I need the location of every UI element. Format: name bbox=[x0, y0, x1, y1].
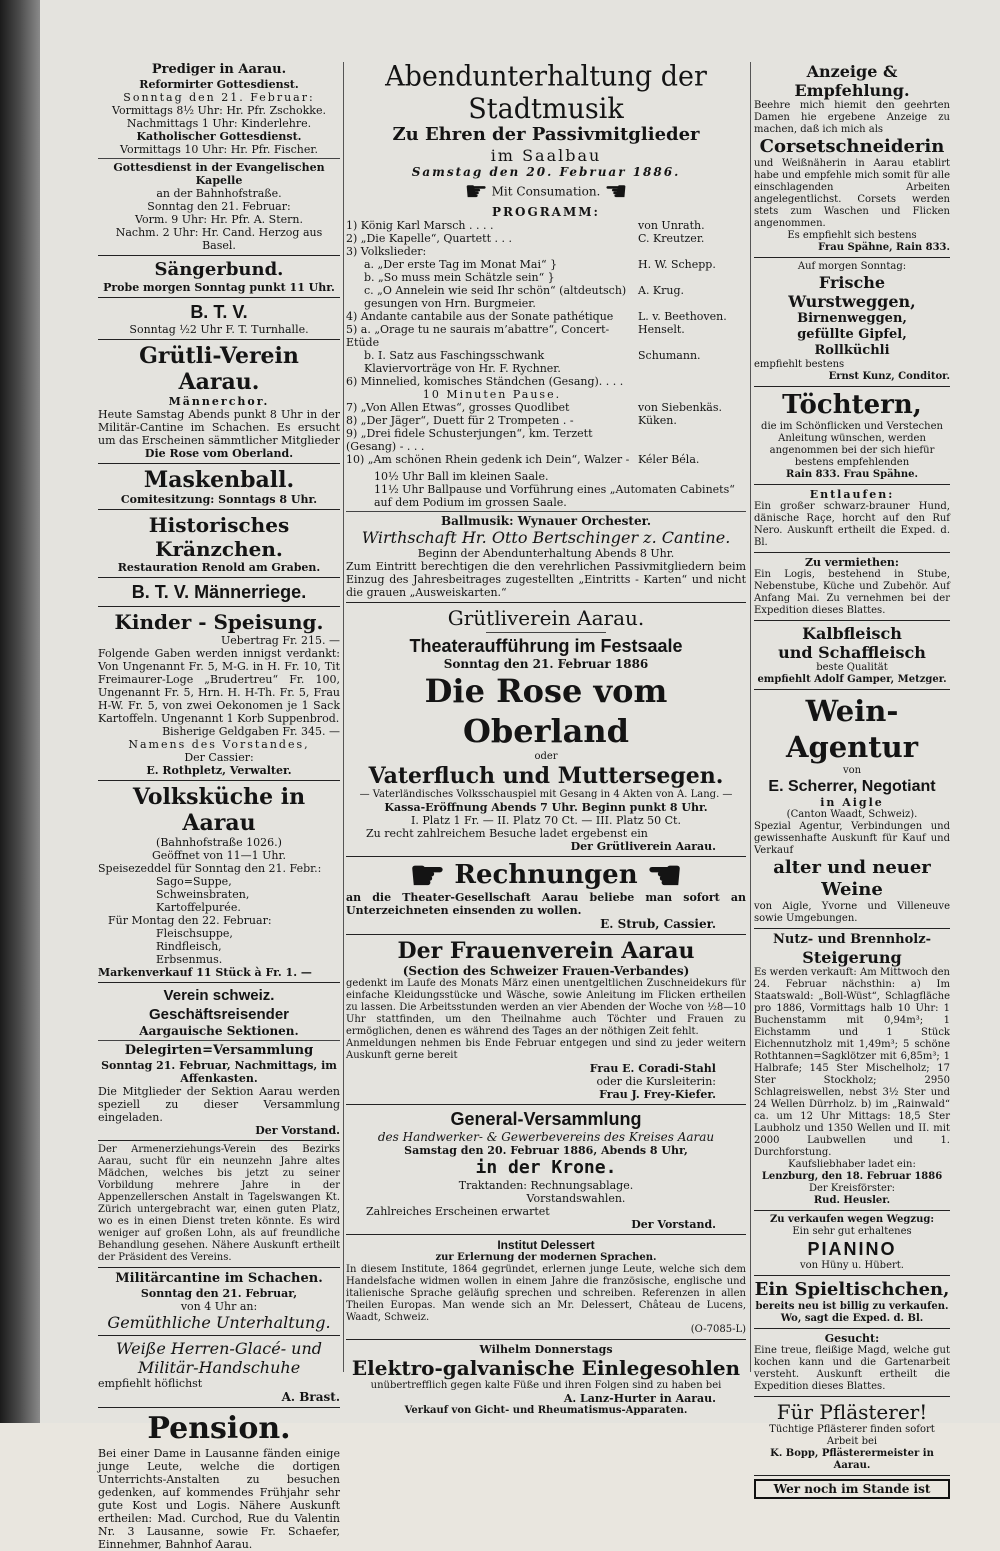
pointing-hand-right-icon: ☛ bbox=[464, 177, 488, 207]
prediger-line: Sonntag den 21. Februar: bbox=[123, 91, 315, 104]
program-author bbox=[638, 375, 746, 388]
kassa-line: Kassa-Eröffnung Abends 7 Uhr. Beginn punkt 8 Uhr. bbox=[384, 801, 708, 814]
elektro-sub: Wilhelm Donnerstags bbox=[479, 1343, 613, 1356]
menu-item: Kartoffelpurée. bbox=[156, 901, 241, 914]
kinderspeisung-line: Bisherige Geldgaben Fr. 345. — bbox=[162, 725, 340, 738]
pflaesterer-sign: K. Bopp, Pflästerermeister in Aarau. bbox=[770, 1448, 934, 1471]
wein-name: E. Scherrer, Negotiant bbox=[768, 778, 936, 795]
program-title: PROGRAMM: bbox=[492, 205, 600, 219]
geschaeftsreisende-title: Verein schweiz. Geschäftsreisender bbox=[148, 987, 290, 1023]
gruetli-sub: Männerchor. bbox=[168, 395, 270, 408]
program-author: C. Kreutzer. bbox=[638, 232, 705, 245]
frauenverein-sign: oder die Kursleiterin: bbox=[596, 1075, 716, 1088]
program-row bbox=[346, 427, 746, 453]
generalversammlung-sign: Der Vorstand. bbox=[631, 1218, 716, 1231]
gruetli-sign: Die Rose vom Oberland. bbox=[144, 447, 294, 460]
program-title: 1) König Karl Marsch . . . . bbox=[346, 219, 494, 232]
play-desc: — Vaterländisches Volksschauspiel mit Gesang in 4 Akten von A. Lang. — bbox=[359, 789, 733, 800]
prediger-title: Prediger in Aarau. bbox=[151, 62, 287, 77]
theater-date: Sonntag den 21. Februar 1886 bbox=[443, 657, 649, 671]
handschuhe-title: Militär-Handschuhe bbox=[137, 1358, 301, 1377]
frauenverein-text2: Anmeldungen nehmen bis Ende Februar entgegen und sind zu jeder weitern Auskunft gerne bereit bbox=[346, 1038, 746, 1061]
pianino-title: PIANINO bbox=[807, 1239, 897, 1259]
wein-title: Wein-Agentur bbox=[785, 694, 919, 764]
generalversammlung-place: in der Krone. bbox=[475, 1157, 617, 1178]
volkskueche-line: Geöffnet von 11—1 Uhr. bbox=[151, 849, 287, 862]
stadtmusik-sub: Zu Ehren der Passivmitglieder bbox=[392, 124, 700, 145]
pianino-line: von Hüny u. Hübert. bbox=[800, 1260, 904, 1271]
stadtmusik-title: Abendunterhaltung der Stadtmusik bbox=[385, 60, 707, 126]
middle-column bbox=[346, 62, 746, 1417]
program-row bbox=[346, 323, 746, 349]
program-row bbox=[346, 258, 746, 271]
wurst-sign: Ernst Kunz, Conditor. bbox=[828, 371, 950, 382]
rechnungen-label: Rechnungen bbox=[454, 860, 638, 890]
rechnungen-sign: E. Strub, Cassier. bbox=[600, 917, 716, 931]
program-row bbox=[346, 297, 746, 310]
pointing-hand-left-icon: ☚ bbox=[646, 852, 683, 899]
program-row bbox=[346, 375, 746, 388]
pointing-hand-right-icon: ☛ bbox=[409, 852, 446, 899]
eintritt-text: Zum Eintritt berechtigen die den verehrlichen Passivmitgliedern beim Einzug des Jahresbeitrages zugestellten „Eintritts - Karten“ und nicht die grauen „Ausweiskarten.“ bbox=[346, 560, 746, 599]
prediger-line: Vormittags 10 Uhr: Hr. Pfr. Fischer. bbox=[120, 143, 318, 156]
handschuhe-line: empfiehlt höflichst bbox=[98, 1377, 203, 1390]
program-title: b. I. Satz aus Faschingsschwank bbox=[364, 349, 545, 362]
institut-text: In diesem Institute, 1864 gegründet, erlernen junge Leute, welche sich dem Handelsfache widmen wollen in einem Jahre die französische, englische und italienische Sprache geläufig sprechen und schreiben. Referenzen in allen Theilen Europas. Man wende sich an Mr. Delessert, Château de Lucens, Waadt, Schweiz. bbox=[346, 1264, 746, 1323]
program-author: Schumann. bbox=[638, 349, 701, 362]
generalversammlung-line: Zahlreiches Erscheinen erwartet bbox=[366, 1205, 550, 1218]
pointing-hand-left-icon: ☚ bbox=[604, 177, 628, 207]
vermiethen-text: Ein Logis, bestehend in Stube, Nebenstube, Küche und Zubehör. Auf Anfang Mai. Zu vernehmen bei der Expedition dieses Blattes. bbox=[754, 569, 950, 616]
prediger-line: Reformirter Gottesdienst. bbox=[139, 78, 299, 91]
kinderspeisung-sign: E. Rothpletz, Verwalter. bbox=[146, 764, 292, 777]
gruetliverein-title: Grütliverein Aarau. bbox=[447, 606, 645, 630]
holz-line: Der Kreisförster: bbox=[808, 1183, 896, 1194]
program-author bbox=[638, 388, 746, 401]
bottom-title: Wer noch im Stande ist bbox=[754, 1479, 950, 1499]
frauenverein-sign: Frau J. Frey-Kiefer. bbox=[599, 1088, 716, 1101]
wurst-item: Birnenweggen, bbox=[797, 311, 907, 326]
ball-line: 11½ Uhr Ballpause und Vorführung eines „Automaten Cabinets“ auf dem Podium im grossen Saale. bbox=[374, 483, 735, 509]
invite-line: Zu recht zahlreichem Besuche ladet ergebenst ein bbox=[366, 827, 648, 840]
kalbfleisch-line: empfiehlt Adolf Gamper, Metzger. bbox=[757, 674, 947, 685]
frauenverein-title: Der Frauenverein Aarau bbox=[397, 938, 695, 964]
stadtmusik-consum bbox=[346, 179, 746, 205]
gruetli-text: Heute Samstag Abends punkt 8 Uhr in der Militär-Cantine im Schachen. Es ersucht um das Erscheinen sämmtlicher Mitglieder bbox=[98, 408, 340, 447]
kinderspeisung-line: Uebertrag Fr. 215. — bbox=[220, 634, 340, 647]
wurst-item: gefüllte Gipfel, bbox=[797, 327, 907, 342]
book-binding bbox=[0, 0, 40, 1423]
militaercantine-line: von 4 Uhr an: bbox=[180, 1300, 258, 1313]
volkskueche-title: Volksküche in Aarau bbox=[132, 784, 306, 836]
pianino-line: Ein sehr gut erhaltenes bbox=[792, 1226, 912, 1237]
program-author bbox=[638, 271, 746, 284]
theater-title: Theateraufführung im Festsaale bbox=[409, 636, 683, 656]
program-row bbox=[346, 401, 746, 414]
program-author: Küken. bbox=[638, 414, 677, 427]
wurst-line: Auf morgen Sonntag: bbox=[797, 261, 907, 272]
prediger-line: Vormittags 8½ Uhr: Hr. Pfr. Zschokke. bbox=[112, 104, 326, 117]
program-author bbox=[638, 427, 746, 453]
program-row bbox=[346, 414, 746, 427]
maskenball-text: Comitesitzung: Sonntags 8 Uhr. bbox=[120, 493, 318, 506]
handschuhe-title: Weiße Herren-Glacé- und bbox=[115, 1339, 323, 1358]
generalversammlung-line: Traktanden: Rechnungsablage. bbox=[458, 1179, 634, 1192]
wurst-item: Rollküchli bbox=[814, 343, 890, 358]
militaercantine-line: Sonntag den 21. Februar, bbox=[140, 1287, 298, 1300]
frauenverein-sign: Frau E. Coradi-Stahl bbox=[589, 1062, 716, 1075]
wurst-item: Frische Wurstweggen, bbox=[788, 273, 916, 311]
volkskueche-line: Markenverkauf 11 Stück à Fr. 1. — bbox=[98, 966, 312, 979]
prediger-line: an der Bahnhofstraße. bbox=[156, 187, 282, 200]
program-title: 8) „Der Jäger“, Duett für 2 Trompeten . - bbox=[346, 414, 574, 427]
delegirten-title: Delegirten=Versammlung bbox=[124, 1043, 314, 1058]
saengerbund-text: Probe morgen Sonntag punkt 11 Uhr. bbox=[103, 281, 335, 294]
pflaesterer-title: Für Pflästerer! bbox=[776, 1400, 928, 1424]
wein-text2: von Aigle, Yvorne und Villeneuve sowie Umgebungen. bbox=[754, 901, 950, 924]
ball-line: 10½ Uhr Ball im kleinen Saale. bbox=[374, 470, 549, 483]
kalbfleisch-title: und Schaffleisch bbox=[778, 643, 926, 662]
program-author bbox=[638, 245, 746, 258]
generalversammlung-line: Vorstandswahlen. bbox=[526, 1192, 626, 1205]
elektro-sign: A. Lanz-Hurter in Aarau. bbox=[563, 1392, 716, 1405]
pflaesterer-text: Tüchtige Pflästerer finden sofort Arbeit bei bbox=[769, 1424, 935, 1447]
pension-text: Bei einer Dame in Lausanne fänden einige junge Leute, welche die dortigen Unterrichts-Anstalten zu besuchen gedenken, auf kommendes Frühjahr sehr gute Kost und Logis. Nähere Auskunft ertheilen: Mad. Curchod, Rue du Valentin Nr. 3 Lausanne, sowie Fr. Schaefer, Einnehmer, Bahnhof Aarau. bbox=[98, 1447, 340, 1551]
anzeige-text: Beehre mich hiemit den geehrten Damen hie ergebene Anzeige zu machen, daß ich mich als bbox=[754, 100, 950, 135]
program-author: von Siebenkäs. bbox=[638, 401, 722, 414]
institut-title: Institut Delessert bbox=[497, 1238, 595, 1252]
generalversammlung-date: Samstag den 20. Februar 1886, Abends 8 Uhr, bbox=[404, 1144, 688, 1157]
anzeige-text2: und Weißnäherin in Aarau etablirt habe und empfehle mich somit für alle einschlagenden Arbeiten angelegentlichst. Corsets werden stets zum Waschen und Flicken angenommen. bbox=[754, 158, 950, 229]
menu-item: Fleischsuppe, bbox=[156, 927, 233, 940]
program-title: gesungen von Hrn. Burgmeier. bbox=[364, 297, 536, 310]
generalversammlung-sub: des Handwerker- & Gewerbevereins des Kreises Aarau bbox=[377, 1130, 715, 1144]
elektro-title: Elektro-galvanische Einlegesohlen bbox=[351, 1356, 741, 1380]
volkskueche-line: (Bahnhofstraße 1026.) bbox=[156, 836, 282, 849]
rechnungen-title bbox=[346, 852, 746, 899]
militaercantine-line: Gemüthliche Unterhaltung. bbox=[107, 1313, 331, 1332]
stadtmusik-date: Samstag den 20. Februar 1886. bbox=[411, 165, 681, 179]
program-row bbox=[346, 219, 746, 232]
program-row bbox=[346, 271, 746, 284]
column-rule-left bbox=[343, 62, 344, 1372]
prediger-line: Vorm. 9 Uhr: Hr. Pfr. A. Stern. bbox=[135, 213, 303, 226]
right-column bbox=[754, 62, 950, 1499]
pianino-line: Zu verkaufen wegen Wegzug: bbox=[769, 1214, 935, 1225]
program-title: 9) „Drei fidele Schusterjungen“, km. Terzett (Gesang) - . . . bbox=[346, 427, 593, 453]
anzeige-sign: Frau Spähne, Rain 833. bbox=[818, 242, 950, 253]
program-list bbox=[346, 219, 746, 466]
maennerriege-title: B. T. V. Männerriege. bbox=[131, 582, 307, 602]
program-row bbox=[346, 388, 746, 401]
wein-big: alter und neuer Weine bbox=[773, 857, 931, 900]
begin-line: Beginn der Abendunterhaltung Abends 8 Uhr. bbox=[417, 547, 675, 560]
program-title: 5) a. „Orage tu ne saurais m’abattre“, Concert-Etüde bbox=[346, 323, 610, 349]
vermiethen-title: Zu vermiethen: bbox=[805, 556, 899, 569]
prediger-line: Sonntag den 21. Februar: bbox=[147, 200, 291, 213]
kinderspeisung-title: Kinder - Speisung. bbox=[114, 610, 324, 634]
pension-title: Pension. bbox=[147, 1411, 291, 1446]
program-title: a. „Der erste Tag im Monat Mai“ } bbox=[364, 258, 558, 271]
kinderspeisung-text: Folgende Gaben werden innigst verdankt: Von Ungenannt Fr. 5, M-G. in H. Fr. 10, Tit Freimaurer-Loge „Brudertreu“ Fr. 100, Ungenannt Fr. 5, Hrn. H. H-Th. Fr. 5, Frau H-W. Fr. 5, von zwei Oekonomen je 1 Sack Kartoffeln. Ungenannt 1 Korb Suppenbrod. bbox=[98, 647, 340, 725]
btv-text: Sonntag ½2 Uhr F. T. Turnhalle. bbox=[129, 323, 309, 336]
geschaeftsreisende-sub: Aargauische Sektionen. bbox=[139, 1024, 299, 1038]
kraenzchen-text: Restauration Renold am Graben. bbox=[117, 561, 321, 574]
program-title: 6) Minnelied, komisches Ständchen (Gesang). . . . bbox=[346, 375, 624, 388]
program-row bbox=[346, 232, 746, 245]
program-title: c. „O Annelein wie seid Ihr schön“ (altdeutsch) bbox=[364, 284, 627, 297]
ballmusik: Ballmusik: Wynauer Orchester. bbox=[440, 514, 651, 528]
kalbfleisch-line: beste Qualität bbox=[816, 662, 888, 673]
spieltischchen-title: Ein Spieltischchen, bbox=[754, 1279, 950, 1300]
wirthschaft: Wirthschaft Hr. Otto Bertschinger z. Cantine. bbox=[361, 528, 731, 547]
holz-title: Steigerung bbox=[802, 948, 902, 967]
elektro-line: Verkauf von Gicht- und Rheumatismus-Apparaten. bbox=[404, 1405, 688, 1416]
menu-item: Sago=Suppe, bbox=[156, 875, 232, 888]
holz-text: Es werden verkauft: Am Mittwoch den 24. Februar nächsthin: a) Im Staatswald: „Boll-Wüst“, Schlagfläche pro 1886, Vormittags halb 10 Uhr: 1 Buchenstamm mit 0,94m³; 1 Eichstamm und 1 Stück Eichennutzholz mit 1,49m³; 5 schöne Rothtannen=Sagklötzer mit 6,85m³; 1 Halbrafe; 145 Ster Mischelholz; 17 Ster Stockholz; 2950 Schlagreiswellen, nebst 3½ Ster und 24 Wellen Dürrholz. b) im „Rainwald“ ca. um 12 Uhr Mittags: 18,5 Ster Laubholz und 1350 Wellen und II. mit 2000 Laubwellen und 1. Durchforstung. bbox=[754, 967, 950, 1158]
frauenverein-text: gedenkt im Laufe des Monats März einen unentgeltlichen Zuschneidekurs für einfache Kleidungsstücke und Wäsche, sowie Anleitung im Flicken ertheilen zu lassen. Die Arbeitsstunden werden an vier Abenden der Woche von ½8—10 Uhr stattfinden, um den Theilnahme auch Töchter und Frauen zu ermöglichen, denen es während des Tages an der nöthigen Zeit fehlt. bbox=[346, 978, 746, 1037]
play-title2: Vaterfluch und Muttersegen. bbox=[368, 763, 724, 789]
kalbfleisch-title: Kalbfleisch bbox=[802, 624, 902, 643]
program-author: Henselt. bbox=[638, 323, 685, 336]
prediger-line: Nachmittags 1 Uhr: Kinderlehre. bbox=[126, 117, 312, 130]
play-oder: oder bbox=[534, 751, 558, 762]
program-title: Klaviervorträge von Hr. F. Rychner. bbox=[364, 362, 561, 375]
militaercantine-title: Militärcantine im Schachen. bbox=[115, 1271, 323, 1286]
program-author: Kéler Béla. bbox=[638, 453, 700, 466]
program-title: 2) „Die Kapelle“, Quartett . . . bbox=[346, 232, 512, 245]
handschuhe-sign: A. Brast. bbox=[281, 1390, 340, 1404]
program-author bbox=[638, 297, 746, 310]
anzeige-line: Es empfiehlt sich bestens bbox=[787, 230, 917, 241]
toechtern-title: Töchtern, bbox=[782, 390, 922, 420]
kinderspeisung-line: Namens des Vorstandes, bbox=[128, 738, 310, 751]
program-row bbox=[346, 245, 746, 258]
corset-title: Corsetschneiderin bbox=[759, 136, 945, 157]
anzeige-title: Anzeige & Empfehlung. bbox=[794, 62, 910, 100]
program-title: 10 Minuten Pause. bbox=[422, 388, 562, 401]
wein-place: in Aigle bbox=[820, 796, 884, 809]
kinderspeisung-line: Der Cassier: bbox=[184, 751, 254, 764]
prediger-line: Nachm. 2 Uhr: Hr. Cand. Herzog aus Basel. bbox=[115, 226, 323, 252]
spieltischchen-text: bereits neu ist billig zu verkaufen. Wo, sagt die Exped. d. Bl. bbox=[755, 1301, 949, 1324]
column-rule-right bbox=[750, 62, 751, 1372]
saengerbund-title: Sängerbund. bbox=[154, 259, 284, 280]
program-author: A. Krug. bbox=[638, 284, 685, 297]
program-author: von Unrath. bbox=[638, 219, 705, 232]
volkskueche-line: Für Montag den 22. Februar: bbox=[108, 914, 272, 927]
program-row bbox=[346, 453, 746, 466]
program-title: 10) „Am schönen Rhein gedenk ich Dein“, Walzer - bbox=[346, 453, 630, 466]
left-column bbox=[98, 62, 340, 1551]
program-title: 3) Volkslieder: bbox=[346, 245, 427, 258]
rechnungen-text: an die Theater-Gesellschaft Aarau beliebe man sofort an Unterzeichneten einsenden zu wollen. bbox=[346, 891, 746, 917]
gesucht-title: Gesucht: bbox=[824, 1332, 880, 1345]
menu-item: Schweinsbraten, bbox=[156, 888, 250, 901]
wein-canton: (Canton Waadt, Schweiz). bbox=[786, 809, 918, 820]
elektro-text: unübertrefflich gegen kalte Füße und ihren Folgen sind zu haben bei bbox=[370, 1380, 722, 1391]
holz-sign: Rud. Heusler. bbox=[813, 1195, 891, 1206]
kraenzchen-title: Historisches Kränzchen. bbox=[148, 513, 290, 561]
plaetze-line: I. Platz 1 Fr. — II. Platz 70 Ct. — III. Platz 50 Ct. bbox=[411, 814, 681, 827]
wurst-line: empfiehlt bestens bbox=[754, 359, 845, 370]
holz-line: Lenzburg, den 18. Februar 1886 bbox=[761, 1171, 943, 1182]
play-title: Die Rose vom Oberland bbox=[424, 672, 668, 750]
delegirten-text: Sonntag 21. Februar, Nachmittags, im Affenkasten. bbox=[101, 1059, 337, 1085]
gesucht-text: Eine treue, fleißige Magd, welche gut kochen kann und die Gartenarbeit versteht. Auskunft ertheilt die Expedition dieses Blattes. bbox=[754, 1345, 950, 1392]
generalversammlung-title: General-Versammlung bbox=[450, 1109, 642, 1129]
consum-label: Mit Consumation. bbox=[491, 184, 601, 199]
prediger-line: Gottesdienst in der Evangelischen Kapelle bbox=[113, 161, 325, 187]
program-row bbox=[346, 349, 746, 362]
delegirten-sign: Der Vorstand. bbox=[255, 1124, 340, 1137]
wein-von: von bbox=[842, 765, 862, 776]
program-author: L. v. Beethoven. bbox=[638, 310, 727, 323]
holz-line: Kaufsliebhaber ladet ein: bbox=[788, 1159, 916, 1170]
institut-sub: zur Erlernung der modernen Sprachen. bbox=[435, 1252, 657, 1263]
menu-item: Rindfleisch, bbox=[156, 940, 222, 953]
toechtern-sign: Rain 833. Frau Spähne. bbox=[786, 469, 918, 480]
institut-code: (O-7085-L) bbox=[690, 1324, 746, 1335]
holz-title: Nutz- und Brennholz- bbox=[772, 932, 931, 947]
prediger-line: Katholischer Gottesdienst. bbox=[136, 130, 302, 143]
toechtern-text: die im Schönflicken und Verstechen Anleitung wünschen, werden angenommen bei der sich hiefür bestens empfehlenden bbox=[761, 421, 943, 468]
program-title: b. „So muss mein Schätzle sein“ } bbox=[364, 271, 555, 284]
program-author: H. W. Schepp. bbox=[638, 258, 716, 271]
menu-item: Erbsenmus. bbox=[156, 953, 223, 966]
volkskueche-line: Speisezeddel für Sonntag den 21. Febr.: bbox=[98, 862, 322, 875]
gruetli-title: Grütli-Verein Aarau. bbox=[139, 343, 299, 395]
delegirten-text2: Die Mitglieder der Sektion Aarau werden speziell zu dieser Versammlung eingeladen. bbox=[98, 1085, 340, 1124]
armenverein-text: Der Armenerziehungs-Verein des Bezirks Aarau, sucht für ein neunzehn Jahre altes Mädchen, welches bis jetzt zu seiner Vorbildung mehrere Jahre in der Appenzellerschen Anstalt in Tagelswangen Kt. Zürich untergebracht war, einen guten Platz, wo es in einen Dienst treten könnte. Es wird weniger auf großen Lohn, als auf freundliche Behandlung gesehen. Nähere Auskunft ertheilt der Präsident des Vereins. bbox=[98, 1144, 340, 1263]
frauenverein-sub: (Section des Schweizer Frauen-Verbandes) bbox=[402, 964, 690, 978]
btv-title: B. T. V. bbox=[190, 302, 248, 322]
maskenball-title: Maskenball. bbox=[143, 467, 295, 493]
program-row bbox=[346, 362, 746, 375]
program-author bbox=[638, 362, 746, 375]
program-row bbox=[346, 310, 746, 323]
entlaufen-title: Entlaufen: bbox=[809, 488, 895, 501]
program-title: 4) Andante cantabile aus der Sonate pathétique bbox=[346, 310, 614, 323]
wein-text: Spezial Agentur, Verbindungen und gewissenhafte Auskunft für Kauf und Verkauf bbox=[754, 821, 950, 856]
program-row bbox=[346, 284, 746, 297]
entlaufen-text: Ein großer schwarz-brauner Hund, dänische Raçe, horcht auf den Ruf Nero. Auskunft ertheilt die Exped. d. Bl. bbox=[754, 501, 950, 548]
stadtmusik-sub: im Saalbau bbox=[490, 146, 602, 165]
program-title: 7) „Von Allen Etwas“, grosses Quodlibet bbox=[346, 401, 570, 414]
theater-sign: Der Grütliverein Aarau. bbox=[570, 840, 716, 853]
